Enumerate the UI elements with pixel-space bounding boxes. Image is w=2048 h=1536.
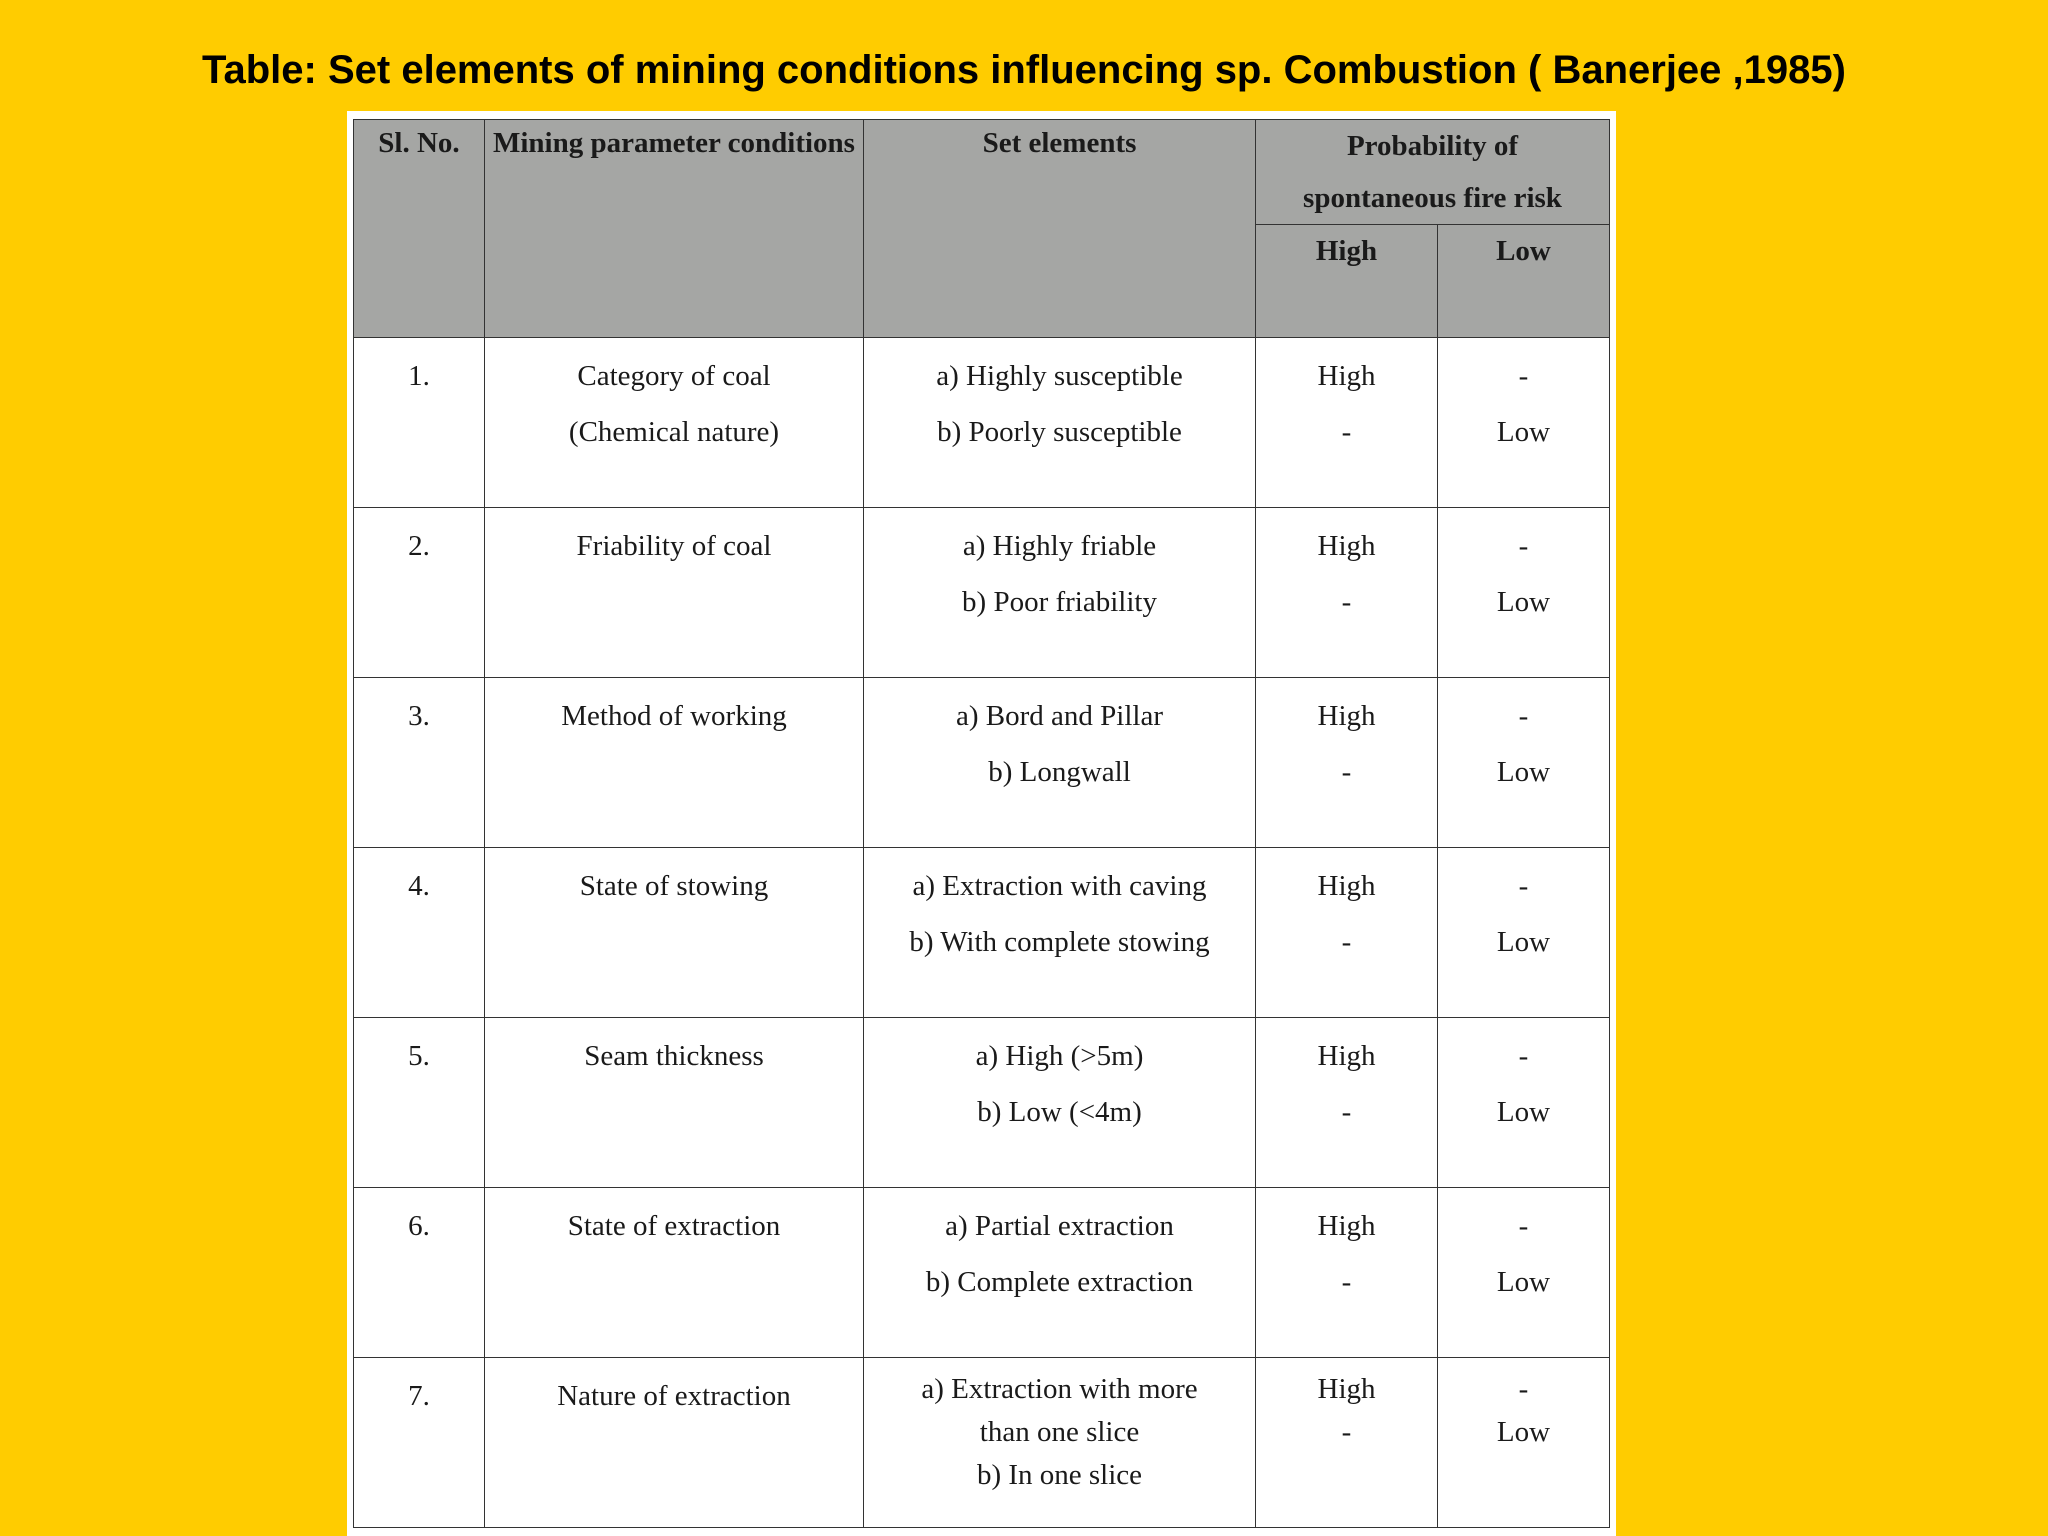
header-mining-parameter: Mining parameter conditions [485, 120, 864, 338]
cell-low-line: Low [1496, 586, 1551, 618]
cell-set-elements-line: than one slice [979, 1416, 1140, 1448]
cell-sl-no: 6. [354, 1188, 485, 1358]
cell-set-elements-line: b) In one slice [976, 1459, 1143, 1491]
cell-low-line: - [1518, 1210, 1529, 1242]
table-container [347, 111, 1616, 1536]
cell-set-elements-line: b) Poor friability [962, 586, 1157, 618]
cell-low [1438, 1358, 1610, 1528]
slide-title: Table: Set elements of mining conditions influencing sp. Combustion ( Banerjee ,1985) [202, 48, 1846, 92]
table-row [354, 1358, 1610, 1528]
header-set-elements: Set elements [864, 120, 1256, 338]
cell-set-elements-line: b) Poorly susceptible [937, 416, 1182, 448]
cell-mining-parameter-line: Friability of coal [576, 530, 772, 562]
cell-mining-parameter [485, 1188, 864, 1358]
cell-set-elements-line: a) Bord and Pillar [956, 700, 1163, 732]
cell-sl-no: 5. [354, 1018, 485, 1188]
cell-sl-no: 2. [354, 508, 485, 678]
cell-sl-no: 7. [354, 1358, 485, 1528]
cell-low-line: Low [1496, 926, 1551, 958]
cell-sl-no: 3. [354, 678, 485, 848]
header-low: Low [1438, 225, 1610, 338]
cell-mining-parameter-line: Seam thickness [584, 1040, 764, 1072]
cell-low [1438, 338, 1610, 508]
cell-low-line: Low [1496, 1266, 1551, 1298]
cell-mining-parameter-line: State of stowing [579, 870, 769, 902]
cell-high [1256, 1018, 1438, 1188]
cell-mining-parameter-line: Category of coal [577, 360, 771, 392]
cell-low-line: - [1518, 530, 1529, 562]
header-sl-no: Sl. No. [354, 120, 485, 338]
cell-mining-parameter [485, 1358, 864, 1528]
cell-high [1256, 848, 1438, 1018]
table-row [354, 508, 1610, 678]
cell-set-elements-line: a) Extraction with caving [912, 870, 1207, 902]
table-body [354, 338, 1610, 1528]
cell-mining-parameter-line: Method of working [561, 700, 787, 732]
cell-low-line: Low [1496, 756, 1551, 788]
cell-high-line: - [1341, 586, 1352, 618]
cell-high-line: - [1341, 756, 1352, 788]
cell-set-elements [864, 508, 1256, 678]
cell-mining-parameter-line: State of extraction [567, 1210, 781, 1242]
header-high: High [1256, 225, 1438, 338]
cell-low-line: - [1518, 1373, 1529, 1405]
table-row [354, 678, 1610, 848]
cell-low-line: Low [1496, 1416, 1551, 1448]
cell-high [1256, 1188, 1438, 1358]
cell-set-elements [864, 848, 1256, 1018]
cell-set-elements [864, 1358, 1256, 1528]
cell-low-line: - [1518, 360, 1529, 392]
cell-set-elements [864, 678, 1256, 848]
cell-high-line: High [1317, 530, 1376, 562]
cell-set-elements-line: a) Highly susceptible [936, 360, 1183, 392]
cell-set-elements-line: b) With complete stowing [909, 926, 1210, 958]
cell-high [1256, 508, 1438, 678]
cell-mining-parameter [485, 678, 864, 848]
cell-low [1438, 508, 1610, 678]
cell-high-line: High [1317, 1373, 1376, 1405]
cell-sl-no: 4. [354, 848, 485, 1018]
cell-high [1256, 678, 1438, 848]
cell-high-line: High [1317, 360, 1376, 392]
cell-high-line: - [1341, 416, 1352, 448]
cell-mining-parameter-line: Nature of extraction [557, 1380, 791, 1412]
cell-high-line: - [1341, 1266, 1352, 1298]
cell-high-line: High [1317, 700, 1376, 732]
cell-low [1438, 848, 1610, 1018]
cell-mining-parameter [485, 1018, 864, 1188]
cell-low [1438, 678, 1610, 848]
cell-low-line: Low [1496, 416, 1551, 448]
cell-low [1438, 1188, 1610, 1358]
cell-high [1256, 338, 1438, 508]
cell-low-line: - [1518, 870, 1529, 902]
cell-set-elements-line: a) High (>5m) [975, 1040, 1144, 1072]
cell-set-elements [864, 1188, 1256, 1358]
cell-low [1438, 1018, 1610, 1188]
cell-set-elements-line: a) Partial extraction [945, 1210, 1174, 1242]
table-row [354, 1018, 1610, 1188]
cell-set-elements-line: b) Complete extraction [925, 1266, 1194, 1298]
table-header [354, 120, 1610, 338]
cell-low-line: - [1518, 1040, 1529, 1072]
cell-high [1256, 1358, 1438, 1528]
cell-set-elements [864, 338, 1256, 508]
cell-high-line: - [1341, 1416, 1352, 1448]
cell-set-elements-line: a) Highly friable [962, 530, 1157, 562]
cell-mining-parameter [485, 848, 864, 1018]
cell-set-elements-line: b) Longwall [988, 756, 1131, 788]
table-row [354, 338, 1610, 508]
cell-sl-no: 1. [354, 338, 485, 508]
cell-set-elements-line: b) Low (<4m) [977, 1096, 1142, 1128]
cell-high-line: High [1317, 1040, 1376, 1072]
cell-mining-parameter [485, 338, 864, 508]
cell-set-elements [864, 1018, 1256, 1188]
cell-low-line: - [1518, 700, 1529, 732]
header-probability: Probability of spontaneous fire risk [1256, 120, 1610, 225]
cell-high-line: - [1341, 926, 1352, 958]
cell-low-line: Low [1496, 1096, 1551, 1128]
mining-conditions-table [353, 119, 1610, 1528]
cell-high-line: High [1317, 1210, 1376, 1242]
table-row [354, 1188, 1610, 1358]
cell-mining-parameter [485, 508, 864, 678]
cell-high-line: High [1317, 870, 1376, 902]
table-row [354, 848, 1610, 1018]
cell-high-line: - [1341, 1096, 1352, 1128]
cell-mining-parameter-line: (Chemical nature) [568, 416, 780, 448]
cell-set-elements-line: a) Extraction with more [921, 1373, 1198, 1405]
